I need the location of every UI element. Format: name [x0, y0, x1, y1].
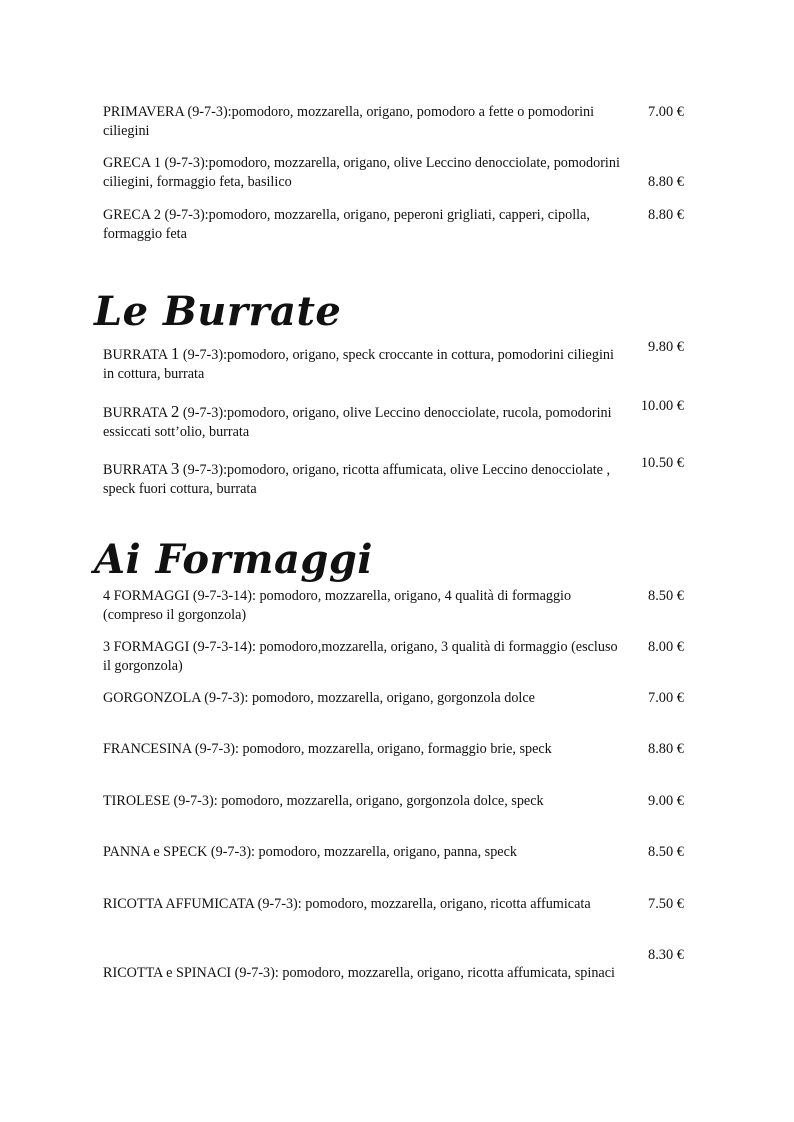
- price-gorgonzola: 7.00 €: [648, 690, 684, 706]
- section-title-burrate: Le Burrate: [94, 288, 342, 335]
- price-burrata-1: 9.80 €: [648, 339, 684, 355]
- item-number: 1: [170, 344, 180, 363]
- item-description: (9-7-3):pomodoro, origano, ricotta affumicata, olive Leccino denocciolate , speck fuori cottura, burrata: [103, 462, 611, 497]
- menu-item-burrata-2: [103, 402, 623, 442]
- menu-item-burrata-1: [103, 344, 623, 384]
- price-burrata-3: 10.50 €: [640, 455, 684, 471]
- menu-item-greca-1: GRECA 1 (9-7-3):pomodoro, mozzarella, origano, olive Leccino denocciolate, pomodorini ciliegini, formaggio feta, basilico: [103, 155, 620, 190]
- item-name: BURRATA: [103, 405, 168, 421]
- section-title-formaggi: Ai Formaggi: [94, 536, 373, 583]
- price-3-formaggi: 8.00 €: [648, 639, 684, 655]
- menu-item-ricotta-affumicata: RICOTTA AFFUMICATA (9-7-3): pomodoro, mozzarella, origano, ricotta affumicata: [103, 896, 591, 912]
- menu-item-primavera: PRIMAVERA (9-7-3):pomodoro, mozzarella, origano, pomodoro a fette o pomodorini ciliegini: [103, 104, 595, 139]
- price-ricotta-affumicata: 7.50 €: [648, 896, 684, 912]
- item-name: BURRATA: [103, 462, 168, 478]
- menu-item-3-formaggi: 3 FORMAGGI (9-7-3-14): pomodoro,mozzarella, origano, 3 qualità di formaggio (escluso il gorgonzola): [103, 639, 618, 674]
- item-number: 3: [170, 459, 180, 478]
- menu-item-francesina: FRANCESINA (9-7-3): pomodoro, mozzarella, origano, formaggio brie, speck: [103, 741, 552, 757]
- menu-item-greca-2: GRECA 2 (9-7-3):pomodoro, mozzarella, origano, peperoni grigliati, capperi, cipolla, formaggio feta: [103, 207, 590, 242]
- price-panna-speck: 8.50 €: [648, 844, 684, 860]
- menu-item-ricotta-spinaci: RICOTTA e SPINACI (9-7-3): pomodoro, mozzarella, origano, ricotta affumicata, spinaci: [103, 965, 615, 981]
- price-ricotta-spinaci: 8.30 €: [648, 947, 684, 963]
- price-primavera: 7.00 €: [648, 104, 684, 120]
- item-description: (9-7-3):pomodoro, origano, olive Leccino denocciolate, rucola, pomodorini essiccati sott’olio, burrata: [103, 405, 612, 440]
- menu-item-4-formaggi: 4 FORMAGGI (9-7-3-14): pomodoro, mozzarella, origano, 4 qualità di formaggio (compreso il gorgonzola): [103, 588, 572, 623]
- item-number: 2: [170, 402, 180, 421]
- item-name: BURRATA: [103, 347, 168, 363]
- price-greca-1: 8.80 €: [648, 174, 684, 190]
- menu-item-burrata-3: [103, 459, 623, 499]
- menu-item-tirolese: TIROLESE (9-7-3): pomodoro, mozzarella, origano, gorgonzola dolce, speck: [103, 793, 544, 809]
- item-description: (9-7-3):pomodoro, origano, speck croccante in cottura, pomodorini ciliegini in cottura, burrata: [103, 347, 614, 382]
- menu-item-gorgonzola: GORGONZOLA (9-7-3): pomodoro, mozzarella, origano, gorgonzola dolce: [103, 690, 535, 706]
- price-francesina: 8.80 €: [648, 741, 684, 757]
- price-greca-2: 8.80 €: [648, 207, 684, 223]
- menu-item-panna-speck: PANNA e SPECK (9-7-3): pomodoro, mozzarella, origano, panna, speck: [103, 844, 517, 860]
- price-tirolese: 9.00 €: [648, 793, 684, 809]
- price-burrata-2: 10.00 €: [640, 398, 684, 414]
- price-4-formaggi: 8.50 €: [648, 588, 684, 604]
